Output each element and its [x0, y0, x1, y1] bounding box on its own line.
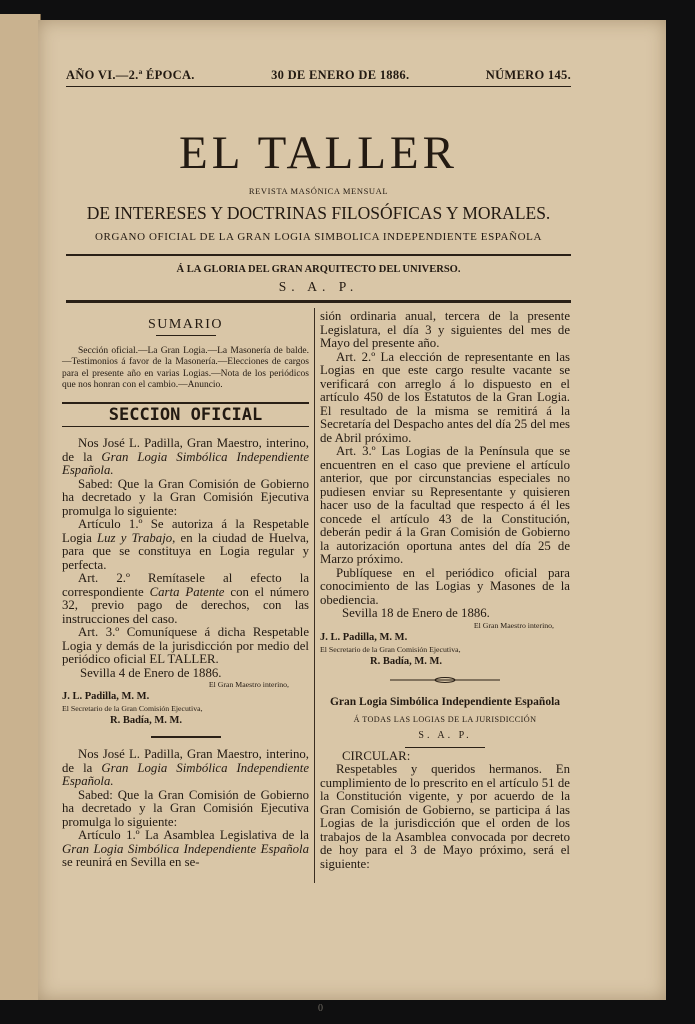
section-title: SECCION OFICIAL [62, 402, 309, 428]
issue-date: 30 DE ENERO DE 1886. [271, 68, 410, 82]
decree-separator [151, 736, 221, 738]
decree2-secretary-title: El Secretario de la Gran Comisión Ejecutiva, [320, 644, 461, 654]
circular-sap: S. A. P. [418, 730, 472, 741]
newspaper-subtitle: REVISTA MASÓNICA MENSUAL [248, 186, 389, 196]
decree1-article2: Art. 2.º Remítasele al efecto la correspondiente Carta Patente con el número 32, previo pago de derechos, con las instrucciones del caso. [62, 571, 309, 626]
newspaper-subtitle-main: DE INTERESES Y DOCTRINAS FILOSÓFICAS Y MORALES. [86, 203, 551, 223]
decree2-signature-title: El Gran Maestro interino, [473, 620, 554, 630]
decree1-secretary-name: R. Badía, M. M. [110, 715, 183, 726]
decree2-continuation: sión ordinaria anual, tercera de la presente Legislatura, el día 3 y siguientes del mes de Mayo del presente año. [320, 309, 570, 350]
issue-number: NÚMERO 145. [485, 68, 571, 82]
dedication-line: Á LA GLORIA DEL GRAN ARQUITECTO DEL UNIVERSO. [176, 264, 461, 275]
decree1-article3: Art. 3.º Comuníquese á dicha Respetable Logia y demás de la jurisdicción por medio del periódico oficial EL TALLER. [62, 625, 309, 666]
decree2-article3: Art. 3.º Las Logias de la Península que se encuentren en el caso que previene el artículo anterior, que por circunstancias especiales no pudiesen enviar su Representante y quisieren hacer uso de la facultad que respecto á él les concede el artículo 43 de la Constitución, deberán pedir á la Gran Comisión de Gobierno la autorización oportuna antes del día 25 de Marzo próximo. [320, 444, 570, 566]
column-divider [314, 308, 315, 883]
decree2-sabed: Sabed: Que la Gran Comisión de Gobierno ha decretado y la Gran Comisión Ejecutiva promulga lo siguiente: [62, 787, 309, 829]
ornament-icon [390, 676, 500, 684]
decree2-article2: Art. 2.º La elección de representante en las Logias en que este cargo resulte vacante se verificará con arreglo á lo dispuesto en el artículo 450 de los Estatutos de la Gran Logia. El resultado de la misma se remitirá á la Secretaría del Despacho antes del día 25 del mes de Abril próximo. [320, 349, 570, 445]
decree1-intro: Nos José L. Padilla, Gran Maestro, interino, de la Gran Logia Simbólica Independiente Española. [62, 436, 309, 477]
ornament-divider [320, 675, 570, 689]
decree2-signature-name: J. L. Padilla, M. M. [320, 631, 408, 643]
decree1-article1: Artículo 1.º Se autoriza á la Respetable Logia Luz y Trabajo, en la ciudad de Huelva, para que se constituya en Logia regular y perfecta. [62, 517, 309, 572]
columns-top-divider [66, 300, 571, 303]
decree1-sabed: Sabed: Que la Gran Comisión de Gobierno ha decretado y la Gran Comisión Ejecutiva promulga lo siguiente: [62, 476, 309, 518]
circular-rule [405, 747, 485, 748]
sumario-rule [156, 335, 216, 336]
masthead-line [66, 68, 571, 87]
decree1-date: Sevilla 4 de Enero de 1886. [80, 665, 222, 680]
circular-addressee: Á TODAS LAS LOGIAS DE LA JURISDICCIÓN [353, 714, 537, 724]
decree1-signature-title: El Gran Maestro interino, [208, 680, 289, 689]
decree2-secretary-name: R. Badía, M. M. [370, 655, 443, 667]
decree1-signature-name: J. L. Padilla, M. M. [62, 691, 150, 702]
official-organ-line: ORGANO OFICIAL DE LA GRAN LOGIA SIMBOLICA INDEPENDIENTE ESPAÑOLA [94, 231, 543, 243]
circular-text: Respetables y queridos hermanos. En cumplimiento de lo prescrito en el artículo 51 de la Constitución vigente, y por acuerdo de la Gran Comisión de Gobierno, se participa á las Logias de la jurisdicción que el orden de los trabajos de la Asamblea convocada por decreto de hoy para el 3 de Mayo próximo, será el siguiente: [320, 762, 570, 871]
sumario-text: Sección oficial.—La Gran Logia.—La Masonería de balde.—Testimonios á favor de la Masonería.—Elecciones de cargos para el presente año en varias Logias.—Nota de los periódicos que nos honran con el cambio.—Anuncio. [62, 345, 309, 390]
circular-issuer: Gran Logia Simbólica Independiente Española [329, 696, 561, 708]
header-divider [66, 254, 571, 256]
issue-year: AÑO VI.—2.ª ÉPOCA. [66, 68, 195, 82]
newspaper-title: EL TALLER [179, 127, 458, 179]
sap-line: S. A. P. [278, 279, 359, 294]
right-column [320, 310, 570, 871]
sumario-title: SUMARIO [147, 317, 224, 332]
circular-heading: CIRCULAR: [342, 748, 411, 763]
decree2-intro: Nos José L. Padilla, Gran Maestro, interino, de la Gran Logia Simbólica Independiente Española. [62, 747, 309, 788]
decree2-date: Sevilla 18 de Enero de 1886. [342, 606, 490, 620]
page-folio: 0 [318, 1003, 323, 1014]
left-column [62, 310, 309, 870]
decree1-secretary-title: El Secretario de la Gran Comisión Ejecutiva, [62, 704, 203, 713]
decree2-article1: Artículo 1.º La Asamblea Legislativa de la Gran Logia Simbólica Independiente Española se reunirá en Sevilla en se- [62, 828, 309, 869]
previous-page-edge [0, 14, 41, 1000]
decree2-publication: Publíquese en el periódico oficial para conocimiento de las Logias y Masones de la obediencia. [320, 565, 570, 607]
